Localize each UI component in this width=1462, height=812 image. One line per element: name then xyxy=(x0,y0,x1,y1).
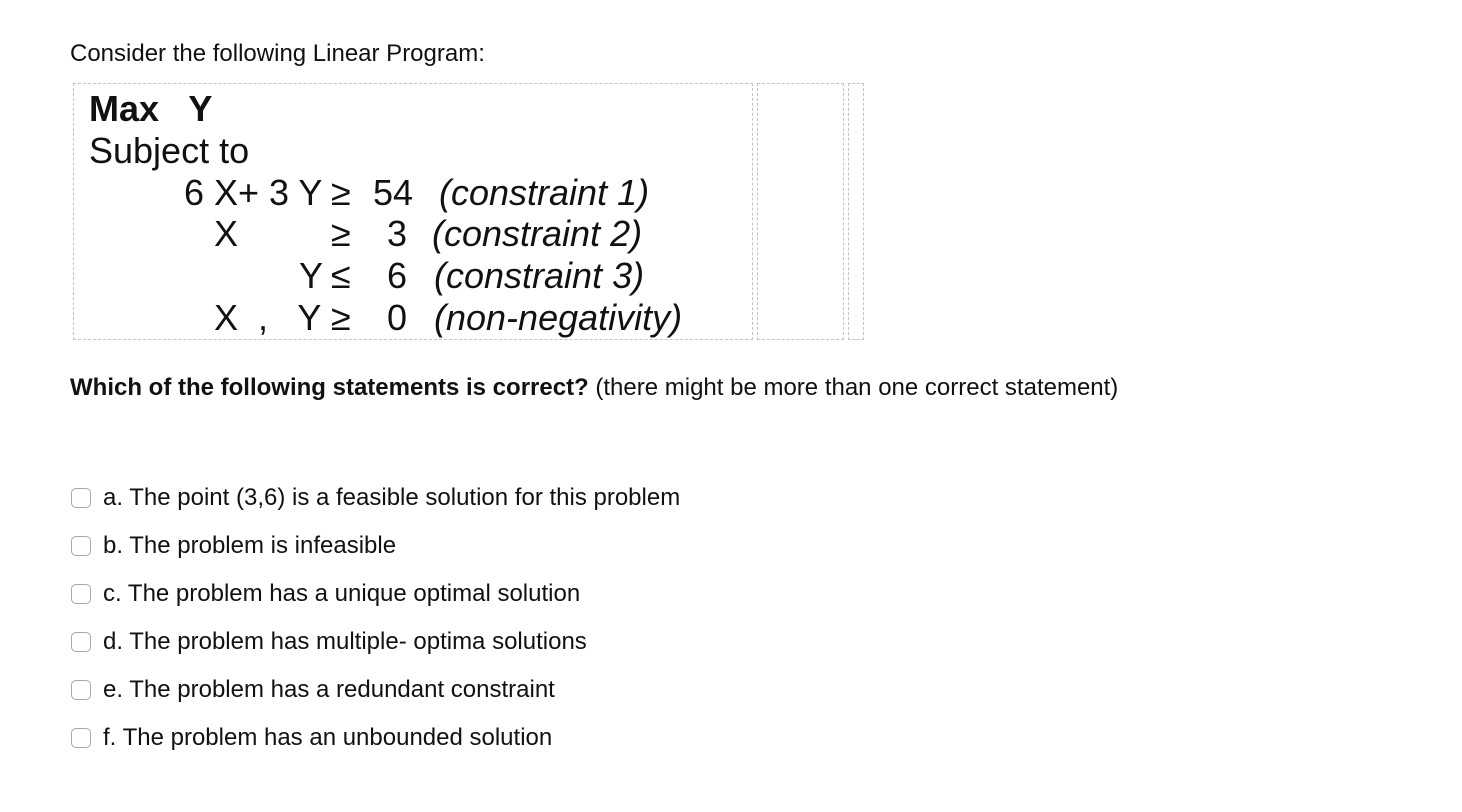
constraint-1-label: (constraint 1) xyxy=(439,172,650,213)
option-a-checkbox[interactable] xyxy=(71,488,91,508)
option-b-text: The problem is infeasible xyxy=(129,532,397,559)
subject-to-label: Subject to xyxy=(89,130,250,171)
option-d-letter: d. xyxy=(103,628,124,655)
option-f-checkbox[interactable] xyxy=(71,728,91,748)
option-f-label xyxy=(103,723,552,753)
option-f[interactable] xyxy=(71,714,680,762)
non-negativity-operator: ≥ xyxy=(331,297,351,338)
option-e[interactable] xyxy=(71,666,680,714)
intro-text: Consider the following Linear Program: xyxy=(70,40,485,67)
objective-function: Max Y xyxy=(89,88,213,129)
option-e-text: The problem has a redundant constraint xyxy=(129,676,555,703)
option-b-checkbox[interactable] xyxy=(71,536,91,556)
option-a-text: The point (3,6) is a feasible solution for this problem xyxy=(129,484,681,511)
option-d[interactable] xyxy=(71,618,680,666)
option-b[interactable] xyxy=(71,522,680,570)
constraint-1-rhs: 54 xyxy=(373,172,414,213)
constraint-2-operator: ≥ xyxy=(331,213,351,254)
empty-table-cell-narrow xyxy=(848,83,864,340)
option-b-label xyxy=(103,531,396,561)
option-f-letter: f. xyxy=(103,724,117,751)
option-c-text: The problem has a unique optimal solution xyxy=(127,580,581,607)
option-a-label xyxy=(103,483,680,513)
linear-program-table xyxy=(73,83,864,340)
option-d-checkbox[interactable] xyxy=(71,632,91,652)
option-c-label xyxy=(103,579,580,609)
option-c[interactable] xyxy=(71,570,680,618)
constraint-3-expression: Y xyxy=(299,255,324,296)
option-c-checkbox[interactable] xyxy=(71,584,91,604)
constraint-3-operator: ≤ xyxy=(331,255,351,296)
option-c-letter: c. xyxy=(103,580,122,607)
question-text xyxy=(70,373,1118,403)
option-e-checkbox[interactable] xyxy=(71,680,91,700)
option-e-label xyxy=(103,675,555,705)
constraint-3-label: (constraint 3) xyxy=(434,255,645,296)
question-prompt: Which of the following statements is correct? xyxy=(70,374,589,401)
non-negativity-label: (non-negativity) xyxy=(434,297,683,338)
question-note: (there might be more than one correct statement) xyxy=(588,374,1119,401)
empty-table-cell xyxy=(757,83,844,340)
constraint-2-label: (constraint 2) xyxy=(432,213,643,254)
option-a-letter: a. xyxy=(103,484,124,511)
option-d-text: The problem has multiple- optima solutions xyxy=(129,628,587,655)
option-e-letter: e. xyxy=(103,676,124,703)
non-negativity-rhs: 0 xyxy=(387,297,408,338)
option-a[interactable] xyxy=(71,474,680,522)
constraint-1-operator: ≥ xyxy=(331,172,351,213)
option-d-label xyxy=(103,627,587,657)
constraint-1-expression: 6 X+ 3 Y xyxy=(184,172,323,213)
constraint-3-rhs: 6 xyxy=(387,255,408,296)
constraint-2-expression: X xyxy=(214,213,239,254)
answer-options-list xyxy=(71,474,680,762)
option-f-text: The problem has an unbounded solution xyxy=(122,724,553,751)
non-negativity-expression: X , Y xyxy=(214,297,322,338)
linear-program-cell xyxy=(73,83,753,340)
constraint-2-rhs: 3 xyxy=(387,213,408,254)
option-b-letter: b. xyxy=(103,532,124,559)
